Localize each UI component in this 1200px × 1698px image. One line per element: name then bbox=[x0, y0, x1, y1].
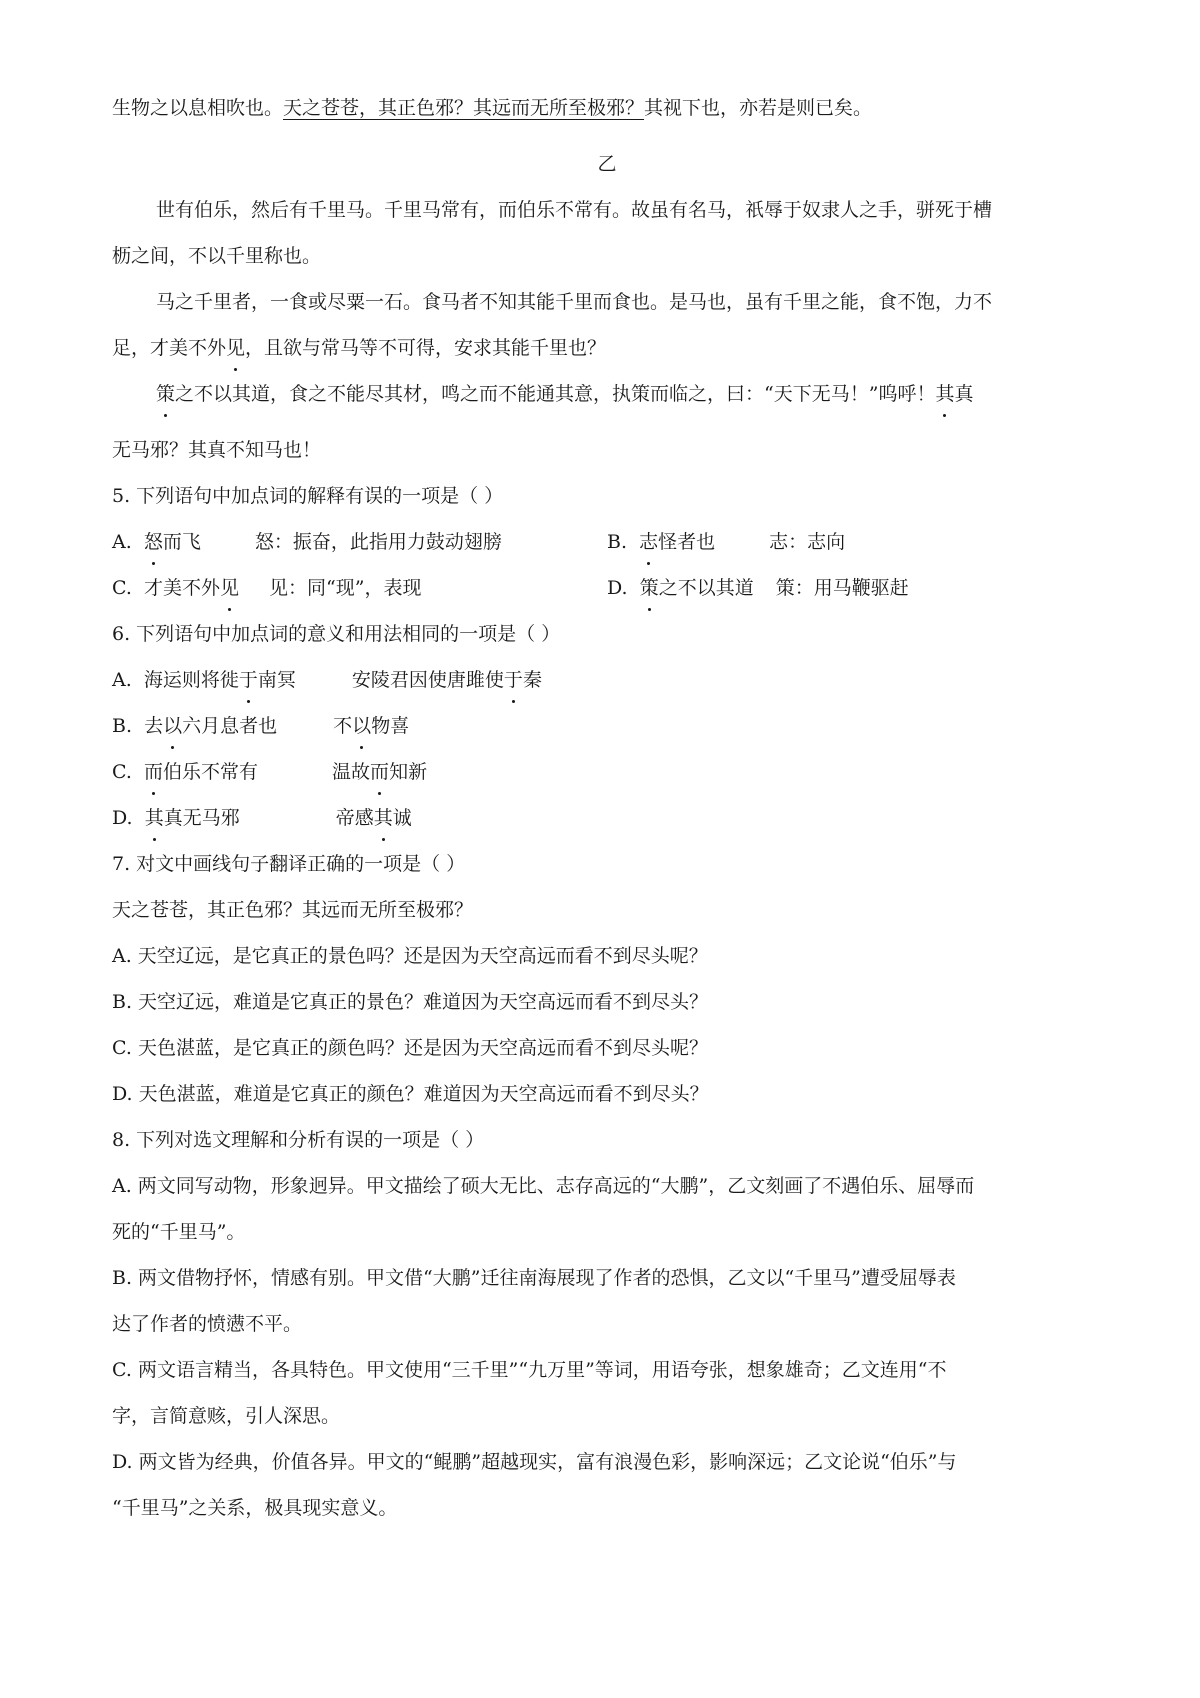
question-6-stem: 6. 下列语句中加点词的意义和用法相同的一项是（ ） bbox=[112, 623, 561, 645]
question-8-option-b-line-2: 达了作者的愤懑不平。 bbox=[112, 1313, 303, 1335]
emphasis-dot-word: 志 bbox=[639, 526, 658, 558]
yi-paragraph-2-line-1: 马之千里者，一食或尽粟一石。食马者不知其能千里而食也。是马也，虽有千里之能，食不饱，力不 bbox=[156, 291, 993, 313]
emphasis-dot-word: 见 bbox=[220, 572, 239, 604]
emphasis-dot-word: 以 bbox=[352, 710, 371, 742]
question-8-option-a-line-1: A. 两文同写动物，形象迥异。甲文描绘了硕大无比、志存高远的“大鹏”，乙文刻画了不遇伯乐、屈辱而 bbox=[112, 1175, 975, 1197]
question-8-option-b-line-1: B. 两文借物抒怀，情感有别。甲文借“大鹏”迁往南海展现了作者的恐惧，乙文以“千里马”遭受屈辱表 bbox=[112, 1267, 956, 1289]
exam-page bbox=[112, 92, 1102, 1524]
jia-tail-text: 生物之以息相吹也。 bbox=[112, 97, 284, 119]
question-8-option-d-line-2: “千里马”之关系，极具现实意义。 bbox=[112, 1497, 398, 1519]
question-7-option-d: D. 天色湛蓝，难道是它真正的颜色？难道因为天空高远而看不到尽头？ bbox=[112, 1083, 709, 1105]
emphasis-dot-word: 策 bbox=[156, 378, 175, 410]
emphasis-dot-word: 而 bbox=[144, 756, 163, 788]
yi-paragraph-1-line-2: 枥之间，不以千里称也。 bbox=[112, 245, 322, 267]
question-7-option-c: C. 天色湛蓝，是它真正的颜色吗？还是因为天空高远而看不到尽头呢？ bbox=[112, 1037, 708, 1059]
emphasis-dot-word: 以 bbox=[163, 710, 182, 742]
yi-paragraph-3-line-2: 无马邪？其真不知马也！ bbox=[112, 439, 322, 461]
question-7-option-a: A. 天空辽远，是它真正的景色吗？还是因为天空高远而看不到尽头呢？ bbox=[112, 945, 708, 967]
question-6-option-d: D. 其真无马邪 帝感其诚 bbox=[112, 802, 1102, 834]
question-6-option-a: A. 海运则将徙于南冥 安陵君因使唐雎使于秦 bbox=[112, 664, 1102, 696]
question-8-option-c-line-1: C. 两文语言精当，各具特色。甲文使用“三千里”“九万里”等词，用语夸张，想象雄奇；乙文连用“不 bbox=[112, 1359, 947, 1381]
question-6-option-c: C. 而伯乐不常有 温故而知新 bbox=[112, 756, 1102, 788]
question-7-option-b: B. 天空辽远，难道是它真正的景色？难道因为天空高远而看不到尽头？ bbox=[112, 991, 709, 1013]
question-8-option-c-line-2: 字，言简意赅，引人深思。 bbox=[112, 1405, 341, 1427]
emphasis-dot-word: 于 bbox=[239, 664, 258, 696]
emphasis-dot-word: 其 bbox=[145, 802, 164, 834]
jia-tail-text-end: 其视下也，亦若是则已矣。 bbox=[644, 97, 873, 119]
question-5-option-b: B. 志怪者也 志：志向 bbox=[607, 526, 1102, 558]
emphasis-dot-word: 其 bbox=[374, 802, 393, 834]
question-5-row-ab bbox=[112, 526, 1102, 558]
emphasis-dot-word: 怒 bbox=[144, 526, 163, 558]
passage-jia-tail bbox=[112, 92, 1102, 124]
question-7-sentence: 天之苍苍，其正色邪？其远而无所至极邪？ bbox=[112, 899, 474, 921]
passage-yi-title: 乙 bbox=[597, 153, 617, 175]
question-5-option-a: A. 怒而飞 怒：振奋，此指用力鼓动翅膀 bbox=[112, 526, 607, 558]
emphasis-dot-word: 于 bbox=[504, 664, 523, 696]
emphasis-dot-word: 而 bbox=[370, 756, 389, 788]
yi-paragraph-3-line-1: 策之不以其道，食之不能尽其材，鸣之而不能通其意，执策而临之，曰：“天下无马！”呜呼！其真 bbox=[112, 378, 1102, 410]
question-5-option-d: D. 策之不以其道 策：用马鞭驱赶 bbox=[607, 572, 1102, 604]
question-5-row-cd bbox=[112, 572, 1102, 604]
question-8-option-a-line-2: 死的“千里马”。 bbox=[112, 1221, 246, 1243]
question-5-stem: 5. 下列语句中加点词的解释有误的一项是（ ） bbox=[112, 485, 504, 507]
yi-paragraph-2-line-2: 足，才美不外见，且欲与常马等不可得，安求其能千里也？ bbox=[112, 332, 1102, 364]
question-6-option-b: B. 去以六月息者也 不以物喜 bbox=[112, 710, 1102, 742]
emphasis-dot-word: 见 bbox=[226, 332, 245, 364]
question-5-option-c: C. 才美不外见 见：同“现”，表现 bbox=[112, 572, 607, 604]
emphasis-dot-word: 策 bbox=[640, 572, 659, 604]
yi-paragraph-1-line-1: 世有伯乐，然后有千里马。千里马常有，而伯乐不常有。故虽有名马，祇辱于奴隶人之手，骈死于槽 bbox=[156, 199, 993, 221]
question-8-stem: 8. 下列对选文理解和分析有误的一项是（ ） bbox=[112, 1129, 485, 1151]
emphasis-dot-word: 其 bbox=[935, 378, 954, 410]
question-8-option-d-line-1: D. 两文皆为经典，价值各异。甲文的“鲲鹏”超越现实，富有浪漫色彩，影响深远；乙文论说“伯乐”与 bbox=[112, 1451, 957, 1473]
underlined-sentence: 天之苍苍，其正色邪？其远而无所至极邪？ bbox=[283, 97, 645, 119]
question-7-stem: 7. 对文中画线句子翻译正确的一项是（ ） bbox=[112, 853, 466, 875]
